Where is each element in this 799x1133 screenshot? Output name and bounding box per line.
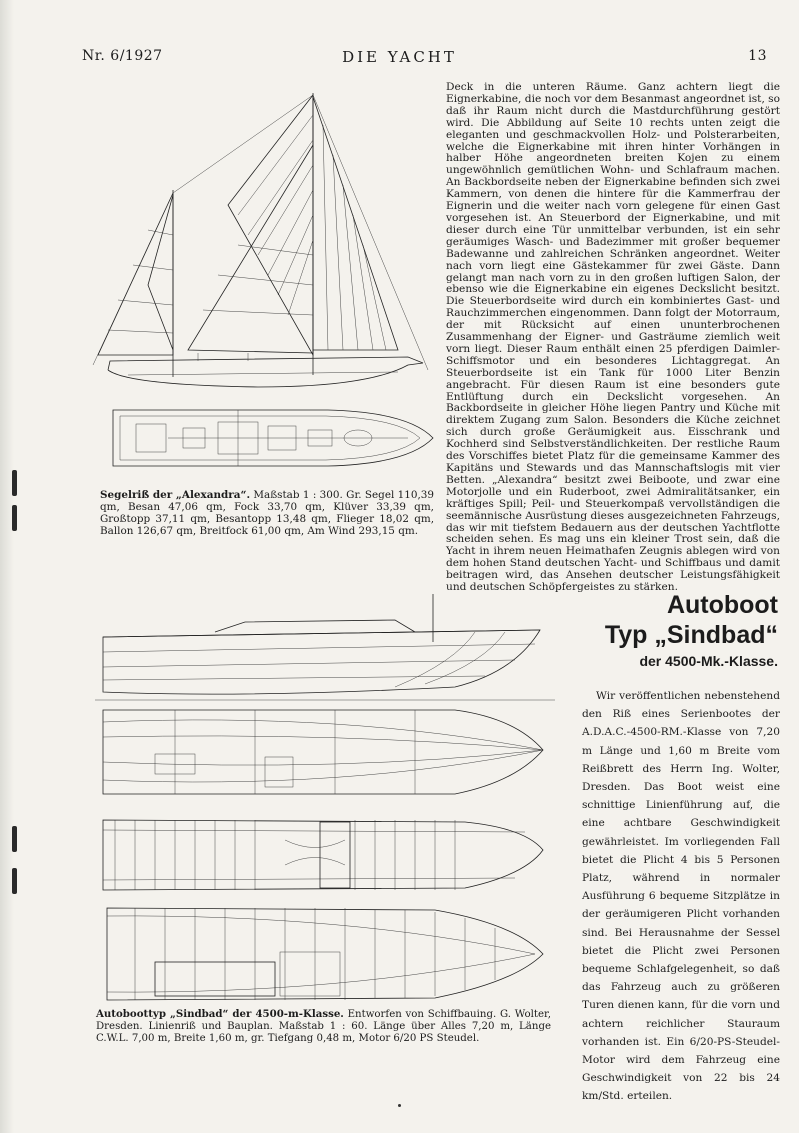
article-title-block [578, 590, 778, 672]
issue-number: Nr. 6/1927 [82, 48, 163, 64]
article-title-line2: Typ „Sindbad“ [604, 621, 778, 649]
journal-title: DIE YACHT [342, 48, 457, 66]
deck-plan-drawing [108, 400, 438, 476]
caption-sail-plan-text: Maßstab 1 : 300. Gr. Segel 110,39 qm, Besan 47,06 qm, Fock 33,70 qm, Klüver 33,39 qm, Großtopp 37,11 qm, Besantopp 13,48 qm, Flieger 18,02 qm, Ballon 126,67 qm, Breitfock 61,00 qm, Am Wind 293,15 qm. [100, 489, 435, 537]
sindbad-section-drawing [95, 810, 555, 900]
caption-sindbad [96, 1008, 551, 1045]
punch-mark [12, 470, 17, 496]
article-body-alexandra: Deck in die unteren Räume. Ganz achtern liegt die Eignerkabine, die noch vor dem Besanmast angeordnet ist, so daß ihr Raum nicht durch die Mastdurchführung gestört wird. Die Abbildung auf Seite 10 rechts unten zeigt die eleganten und geschmackvollen Holz- und Polsterarbeiten, welche die Eignerkabine mit ihren hinter Vorhängen in halber Höhe angeordneten breiten Kojen zu einem ungewöhnlich gemütlichen Wohn- und Schlafraum machen. An Backbordseite neben der Eignerkabine befinden sich zwei Kammern, von denen die hintere für die Kammerfrau der Eignerin und die weiter nach vorn gelegene für einen Gast vorgesehen ist. An Steuerbord der Eignerkabine, und mit dieser durch eine Tür unmittelbar verbunden, ist ein sehr geräumiges Wasch- und Badezimmer mit großer bequemer Badewanne und zahlreichen Schränken angeordnet. Weiter nach vorn liegt eine Gästekammer für zwei Gäste. Dann gelangt man nach vorn zu in den großen luftigen Salon, der ebenso wie die Eignerkabine ein eigenes Deckslicht besitzt. Die Steuerbordseite wird durch ein kombiniertes Gast- und Rauchzimmerchen eingenommen. Dann folgt der Motorraum, der mit Rücksicht auf einen ununterbrochenen Zusammenhang der Eigner- und Gasträume ziemlich weit vorn liegt. Dieser Raum enthält einen 25 pferdigen Daimler-Schiffsmotor und ein besonderes Lichtaggregat. An Steuerbordseite ist ein Tank für 1000 Liter Benzin angebracht. Für diesen Raum ist eine besonders gute Entlüftung durch ein Deckslicht vorgesehen. An Backbordseite in gleicher Höhe liegen Pantry und Küche mit direktem Zugang zum Salon. Besonders die Küche zeichnet sich durch große Geräumigkeit aus. Eisschrank und Kochherd sind Selbstverständlichkeiten. Der restliche Raum des Vorschiffes bietet Platz für die gemeinsame Kammer des Kapitäns und Stewards und das Mannschaftslogis mit vier Betten. „Alexandra“ besitzt zwei Beiboote, und zwar eine Motorjolle und ein Ruderboot, zwei Admiralitätsanker, ein kräftiges Spill; Peil- und Steuerkompaß vervollständigen die seemännische Ausrüstung dieses ausgezeichneten Fahrzeugs, das wir mit tiefstem Bedauern aus der deutschen Yachtflotte scheiden sehen. Es mag uns ein kleiner Trost sein, daß die Yacht in ihrem neuen Heimathafen Zeugnis ablegen wird von dem hohen Stand deutschen Yacht- und Schiffbaus und damit beitragen wird, das Ansehen deutscher Leistungsfähigkeit und deutschen Schöpfergeistes zu stärken. [446, 81, 780, 594]
print-mark [398, 1104, 401, 1107]
page-number: 13 [748, 48, 767, 64]
caption-sail-plan [100, 489, 434, 537]
punch-mark [12, 868, 17, 894]
binding-edge [0, 0, 14, 1133]
caption-sail-plan-lead: Segelriß der „Alexandra“. [100, 489, 251, 501]
article-subtitle: der 4500-Mk.-Klasse. [639, 653, 778, 669]
sail-plan-drawing [88, 85, 433, 395]
sindbad-waterlines-drawing [95, 702, 555, 802]
caption-sindbad-text: Entworfen von Schiffbauing. G. Wolter, Dresden. Linienriß und Bauplan. Maßstab 1 : 60. Länge über Alles 7,20 m, Länge C.W.L. 7,00 m, Breite 1,60 m, gr. Tiefgang 0,48 m, Motor 6/20 PS Steudel. [96, 1009, 551, 1044]
sindbad-profile-drawing [95, 592, 555, 702]
punch-mark [12, 826, 17, 852]
article-body-sindbad: Wir veröffentlichen nebenstehend den Riß eines Serienbootes der A.D.A.C.-4500-RM.-Klasse von 7,20 m Länge und 1,60 m Breite vom Reißbrett des Herrn Ing. Wolter, Dresden. Das Boot weist eine schnittige Linienführung auf, die eine achtbare Geschwindigkeit gewährleistet. Im vorliegenden Fall bietet die Plicht 4 bis 5 Personen Platz, während in normaler Ausführung 6 bequeme Sitzplätze in der geräumigeren Plicht vorhanden sind. Bei Herausnahme der Sessel bietet die Plicht zwei Personen bequeme Schlafgelegenheit, so daß das Fahrzeug auch zu größeren Turen dienen kann, für die vorn und achtern reichlicher Stauraum vorhanden ist. Ein 6/20-PS-Steudel-Motor wird dem Fahrzeug eine Geschwindigkeit von 22 bis 24 km/Std. erteilen. [582, 690, 780, 1103]
caption-sindbad-lead: Autoboottyp „Sindbad“ der 4500-m-Klasse. [96, 1008, 344, 1020]
article-title-line1: Autoboot [666, 591, 778, 619]
punch-mark [12, 505, 17, 531]
sindbad-plan-drawing [95, 902, 555, 1006]
